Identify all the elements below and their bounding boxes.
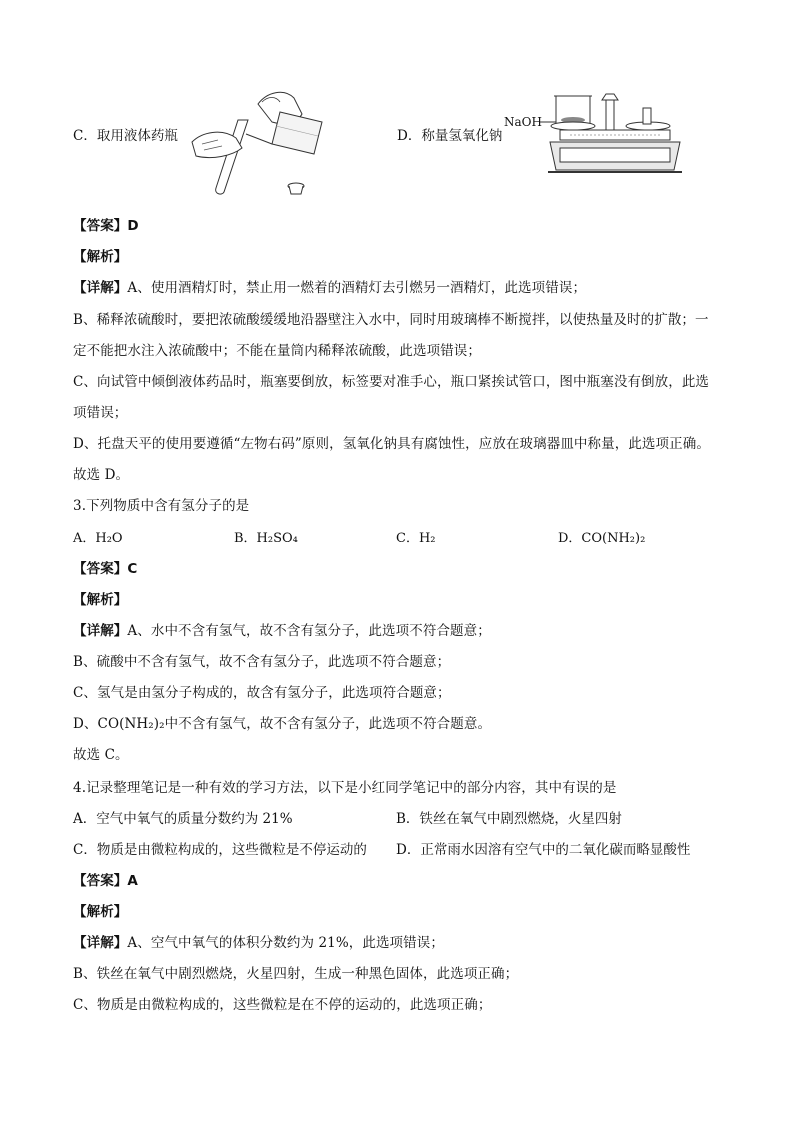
q3-analysis-label: 【解析】: [73, 592, 128, 608]
answer-value: D: [127, 218, 139, 234]
q2-analysis-label: 【解析】: [73, 249, 128, 265]
detail-label: 【详解】: [73, 623, 128, 639]
q4-option-a: A．空气中氧气的质量分数约为 21%: [73, 811, 293, 827]
detail-text: A、空气中氧气的体积分数约为 21%，此选项错误；: [127, 935, 444, 951]
q3-option-a: A．H₂O: [73, 531, 123, 546]
detail-text: A、水中不含有氢气，故不含有氢分子，此选项不符合题意；: [127, 623, 491, 639]
q3-analysis-line: D、CO(NH₂)₂中不含有氢气，故不含有氢分子，此选项不符合题意。: [73, 716, 492, 732]
q4-answer: [73, 869, 138, 889]
q3-analysis-line: B、硫酸中不含有氢气，故不含有氢分子，此选项不符合题意；: [73, 654, 451, 670]
q3-detail-line: [73, 619, 491, 639]
detail-text: A、使用酒精灯时，禁止用一燃着的酒精灯去引燃另一酒精灯，此选项错误；: [127, 280, 587, 296]
q3-analysis-line: C、氢气是由氢分子构成的，故含有氢分子，此选项符合题意；: [73, 685, 451, 701]
answer-label: 【答案】: [73, 561, 128, 577]
q2-analysis-line: 项错误；: [73, 405, 128, 421]
q3-conclusion: 故选 C。: [73, 747, 129, 763]
q4-analysis-label: 【解析】: [73, 904, 128, 920]
q2-analysis-line: B、稀释浓硫酸时，要把浓硫酸缓缓地沿器壁注入水中，同时用玻璃棒不断搅拌，以使热量及时的扩散；一: [73, 312, 709, 328]
answer-value: C: [127, 561, 138, 577]
q2-detail-line: [73, 276, 586, 296]
naoh-label: NaOH: [504, 115, 542, 129]
detail-label: 【详解】: [73, 280, 128, 296]
answer-value: A: [127, 873, 138, 889]
answer-label: 【答案】: [73, 873, 128, 889]
q4-analysis-line: B、铁丝在氧气中剧烈燃烧，火星四射，生成一种黑色固体，此选项正确；: [73, 966, 519, 982]
q2-conclusion: 故选 D。: [73, 467, 130, 483]
q3-option-c: C．H₂: [396, 531, 436, 546]
q4-option-d: D．正常雨水因溶有空气中的二氧化碳而略显酸性: [396, 842, 691, 858]
q3-option-b: B．H₂SO₄: [234, 531, 298, 546]
q4-detail-line: [73, 931, 444, 951]
q4-option-c: C．物质是由微粒构成的，这些微粒是不停运动的: [73, 842, 367, 858]
balance-illustration: [540, 86, 690, 178]
q2-analysis-line: D、托盘天平的使用要遵循“左物右码”原则，氢氧化钠具有腐蚀性，应放在玻璃器皿中称量，此选项正确。: [73, 436, 710, 452]
q4-analysis-line: C、物质是由微粒构成的，这些微粒是在不停的运动的，此选项正确；: [73, 997, 492, 1013]
q2-analysis-line: C、向试管中倾倒液体药品时，瓶塞要倒放，标签要对准手心，瓶口紧挨试管口，图中瓶塞没有倒放，此选: [73, 374, 710, 390]
option-c-text: C．取用液体药瓶: [73, 128, 178, 144]
q3-option-d: D．CO(NH₂)₂: [558, 531, 646, 546]
option-d-text: D．称量氢氧化钠: [397, 128, 503, 144]
q2-analysis-line: 定不能把水注入浓硫酸中；不能在量筒内稀释浓硫酸，此选项错误；: [73, 343, 481, 359]
q2-answer: [73, 214, 139, 234]
q4-option-b: B．铁丝在氧气中剧烈燃烧，火星四射: [396, 811, 622, 827]
pouring-liquid-illustration: [172, 82, 342, 200]
answer-label: 【答案】: [73, 218, 128, 234]
detail-label: 【详解】: [73, 935, 128, 951]
q3-answer: [73, 557, 137, 577]
q3-stem: 3.下列物质中含有氢分子的是: [73, 498, 250, 514]
q4-stem: 4.记录整理笔记是一种有效的学习方法，以下是小红同学笔记中的部分内容，其中有误的是: [73, 780, 617, 796]
